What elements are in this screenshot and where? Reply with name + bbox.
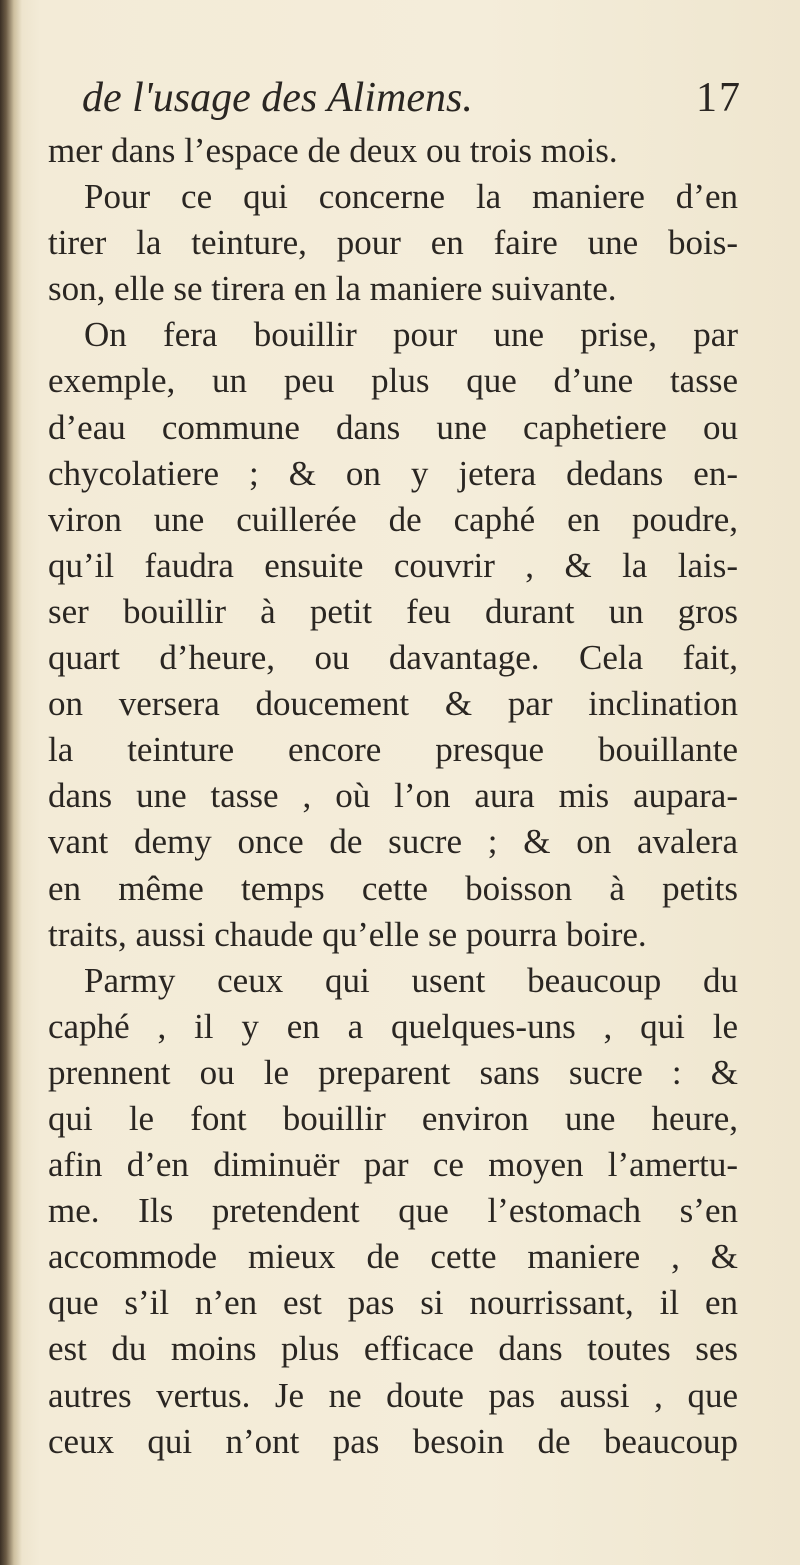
text-line: quart d’heure, ou davantage. Cela fait, xyxy=(48,638,738,678)
text-line: est du moins plus efficace dans toutes ses xyxy=(48,1329,738,1369)
page-number: 17 xyxy=(696,75,742,121)
text-line: exemple, un peu plus que d’une tasse xyxy=(48,361,738,401)
text-line: d’eau commune dans une caphetiere ou xyxy=(48,407,738,447)
text-line: afin d’en diminuër par ce moyen l’amertu- xyxy=(48,1145,738,1185)
running-title: de l'usage des Alimens. xyxy=(82,75,473,121)
text-line: Pour ce qui concerne la maniere d’en xyxy=(84,177,738,217)
text-line: son, elle se tirera en la maniere suivante. xyxy=(48,269,617,309)
text-line: dans une tasse , où l’on aura mis aupara- xyxy=(48,776,738,816)
text-line: viron une cuillerée de caphé en poudre, xyxy=(48,499,738,539)
text-line: en même temps cette boisson à petits xyxy=(48,868,738,908)
text-line: On fera bouillir pour une prise, par xyxy=(84,315,738,355)
page-header xyxy=(82,68,742,128)
text-line: la teinture encore presque bouillante xyxy=(48,730,738,770)
text-line: qui le font bouillir environ une heure, xyxy=(48,1098,738,1138)
text-line: accommode mieux de cette maniere , & xyxy=(48,1237,738,1277)
page-gutter xyxy=(0,0,22,1565)
text-line: que s’il n’en est pas si nourrissant, il en xyxy=(48,1283,738,1323)
text-line: Parmy ceux qui usent beaucoup du xyxy=(84,960,738,1000)
text-line: qu’il faudra ensuite couvrir , & la lais- xyxy=(48,545,738,585)
text-line: autres vertus. Je ne doute pas aussi , que xyxy=(48,1375,738,1415)
text-line: vant demy once de sucre ; & on avalera xyxy=(48,822,738,862)
text-line: chycolatiere ; & on y jetera dedans en- xyxy=(48,453,738,493)
text-line: mer dans l’espace de deux ou trois mois. xyxy=(48,131,618,170)
text-line: ser bouillir à petit feu durant un gros xyxy=(48,591,738,631)
text-line: caphé , il y en a quelques-uns , qui le xyxy=(48,1006,738,1046)
text-line: on versera doucement & par inclination xyxy=(48,684,738,724)
text-line: me. Ils pretendent que l’estomach s’en xyxy=(48,1191,738,1231)
body-text xyxy=(48,128,738,1465)
text-line: prennent ou le preparent sans sucre : & xyxy=(48,1052,738,1092)
text-line: ceux qui n’ont pas besoin de beaucoup xyxy=(48,1421,738,1461)
text-line: traits, aussi chaude qu’elle se pourra boire. xyxy=(48,914,647,954)
text-line: tirer la teinture, pour en faire une bois- xyxy=(48,223,738,263)
